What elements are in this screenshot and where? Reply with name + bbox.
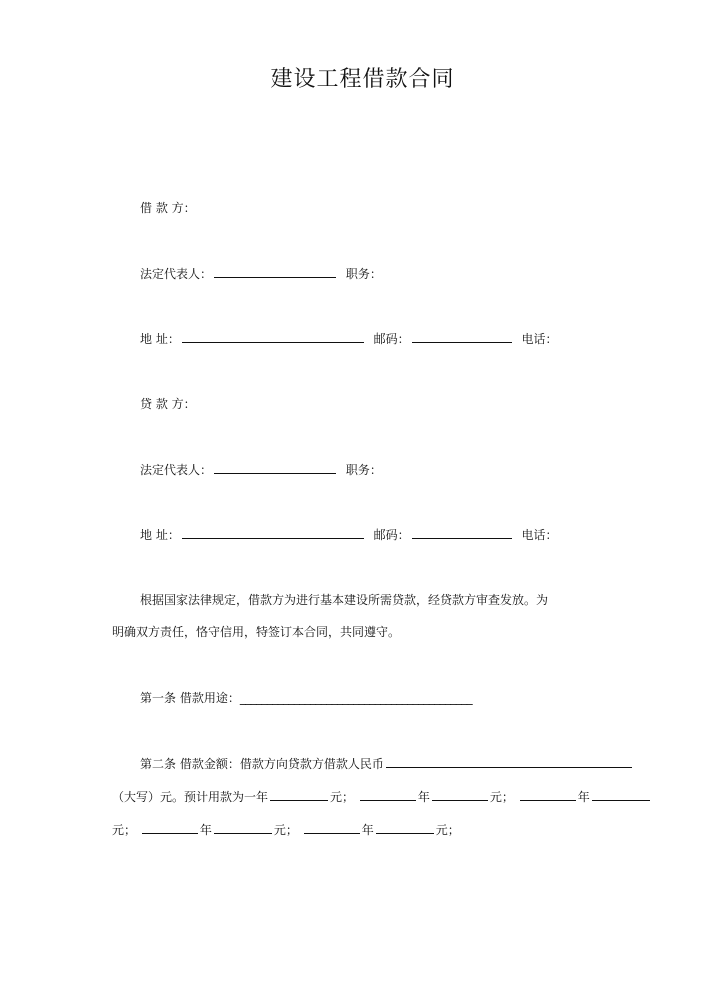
phone-label: 电话： (521, 332, 558, 346)
amount-blank[interactable] (386, 755, 632, 768)
position-label: 职务： (345, 267, 382, 281)
article-1-underscores[interactable]: ___________________________________________ (239, 691, 473, 705)
borrower-address-row (140, 330, 558, 347)
yuan-label: 元； (489, 790, 514, 804)
year-blank[interactable] (360, 788, 416, 801)
postcode-blank[interactable] (412, 330, 512, 343)
postcode-blank[interactable] (412, 526, 512, 539)
preamble-line-1: 根据国家法律规定，借款方为进行基本建设所需贷款，经贷款方审查发放。为 (140, 593, 549, 607)
amount-blank[interactable] (270, 788, 328, 801)
amount-blank[interactable] (214, 821, 272, 834)
article-1-label: 第一条 借款用途： (140, 691, 240, 705)
article-2-row-1 (140, 755, 634, 772)
representative-blank[interactable] (214, 461, 336, 474)
amount-blank[interactable] (376, 821, 434, 834)
representative-label: 法定代表人： (140, 267, 213, 281)
article-2-line2-prefix: （大写）元。预计用款为一年 (112, 790, 269, 804)
yuan-label: 元； (435, 823, 460, 837)
representative-label: 法定代表人： (140, 463, 213, 477)
contract-title: 建设工程借款合同 (270, 67, 455, 92)
amount-blank[interactable] (592, 788, 650, 801)
year-blank[interactable] (520, 788, 576, 801)
postcode-label: 邮码： (373, 528, 410, 542)
amount-blank[interactable] (432, 788, 488, 801)
borrower-representative-row (140, 265, 382, 282)
address-blank[interactable] (182, 526, 364, 539)
address-blank[interactable] (182, 330, 364, 343)
article-2-label: 第二条 借款金额：借款方向贷款方借款人民币 (140, 757, 384, 771)
borrower-label: 借 款 方： (140, 201, 196, 215)
yuan-label: 元； (330, 790, 355, 804)
lender-representative-row (140, 461, 382, 478)
representative-blank[interactable] (214, 265, 336, 278)
year-label: 年 (577, 790, 590, 804)
position-label: 职务： (345, 463, 382, 477)
postcode-label: 邮码： (373, 332, 410, 346)
yuan-label: 元； (273, 823, 298, 837)
yuan-label: 元； (112, 823, 137, 837)
year-label: 年 (361, 823, 374, 837)
preamble-line-2: 明确双方责任，恪守信用，特签订本合同，共同遵守。 (112, 625, 401, 639)
year-label: 年 (199, 823, 212, 837)
address-label: 地 址： (140, 528, 180, 542)
article-2-row-2 (112, 788, 652, 805)
lender-label: 贷 款 方： (140, 397, 196, 411)
article-1-row (140, 690, 472, 706)
year-label: 年 (417, 790, 430, 804)
year-blank[interactable] (304, 821, 360, 834)
year-blank[interactable] (142, 821, 198, 834)
address-label: 地 址： (140, 332, 180, 346)
phone-label: 电话： (521, 528, 558, 542)
lender-address-row (140, 526, 558, 543)
article-2-row-3 (112, 821, 460, 838)
